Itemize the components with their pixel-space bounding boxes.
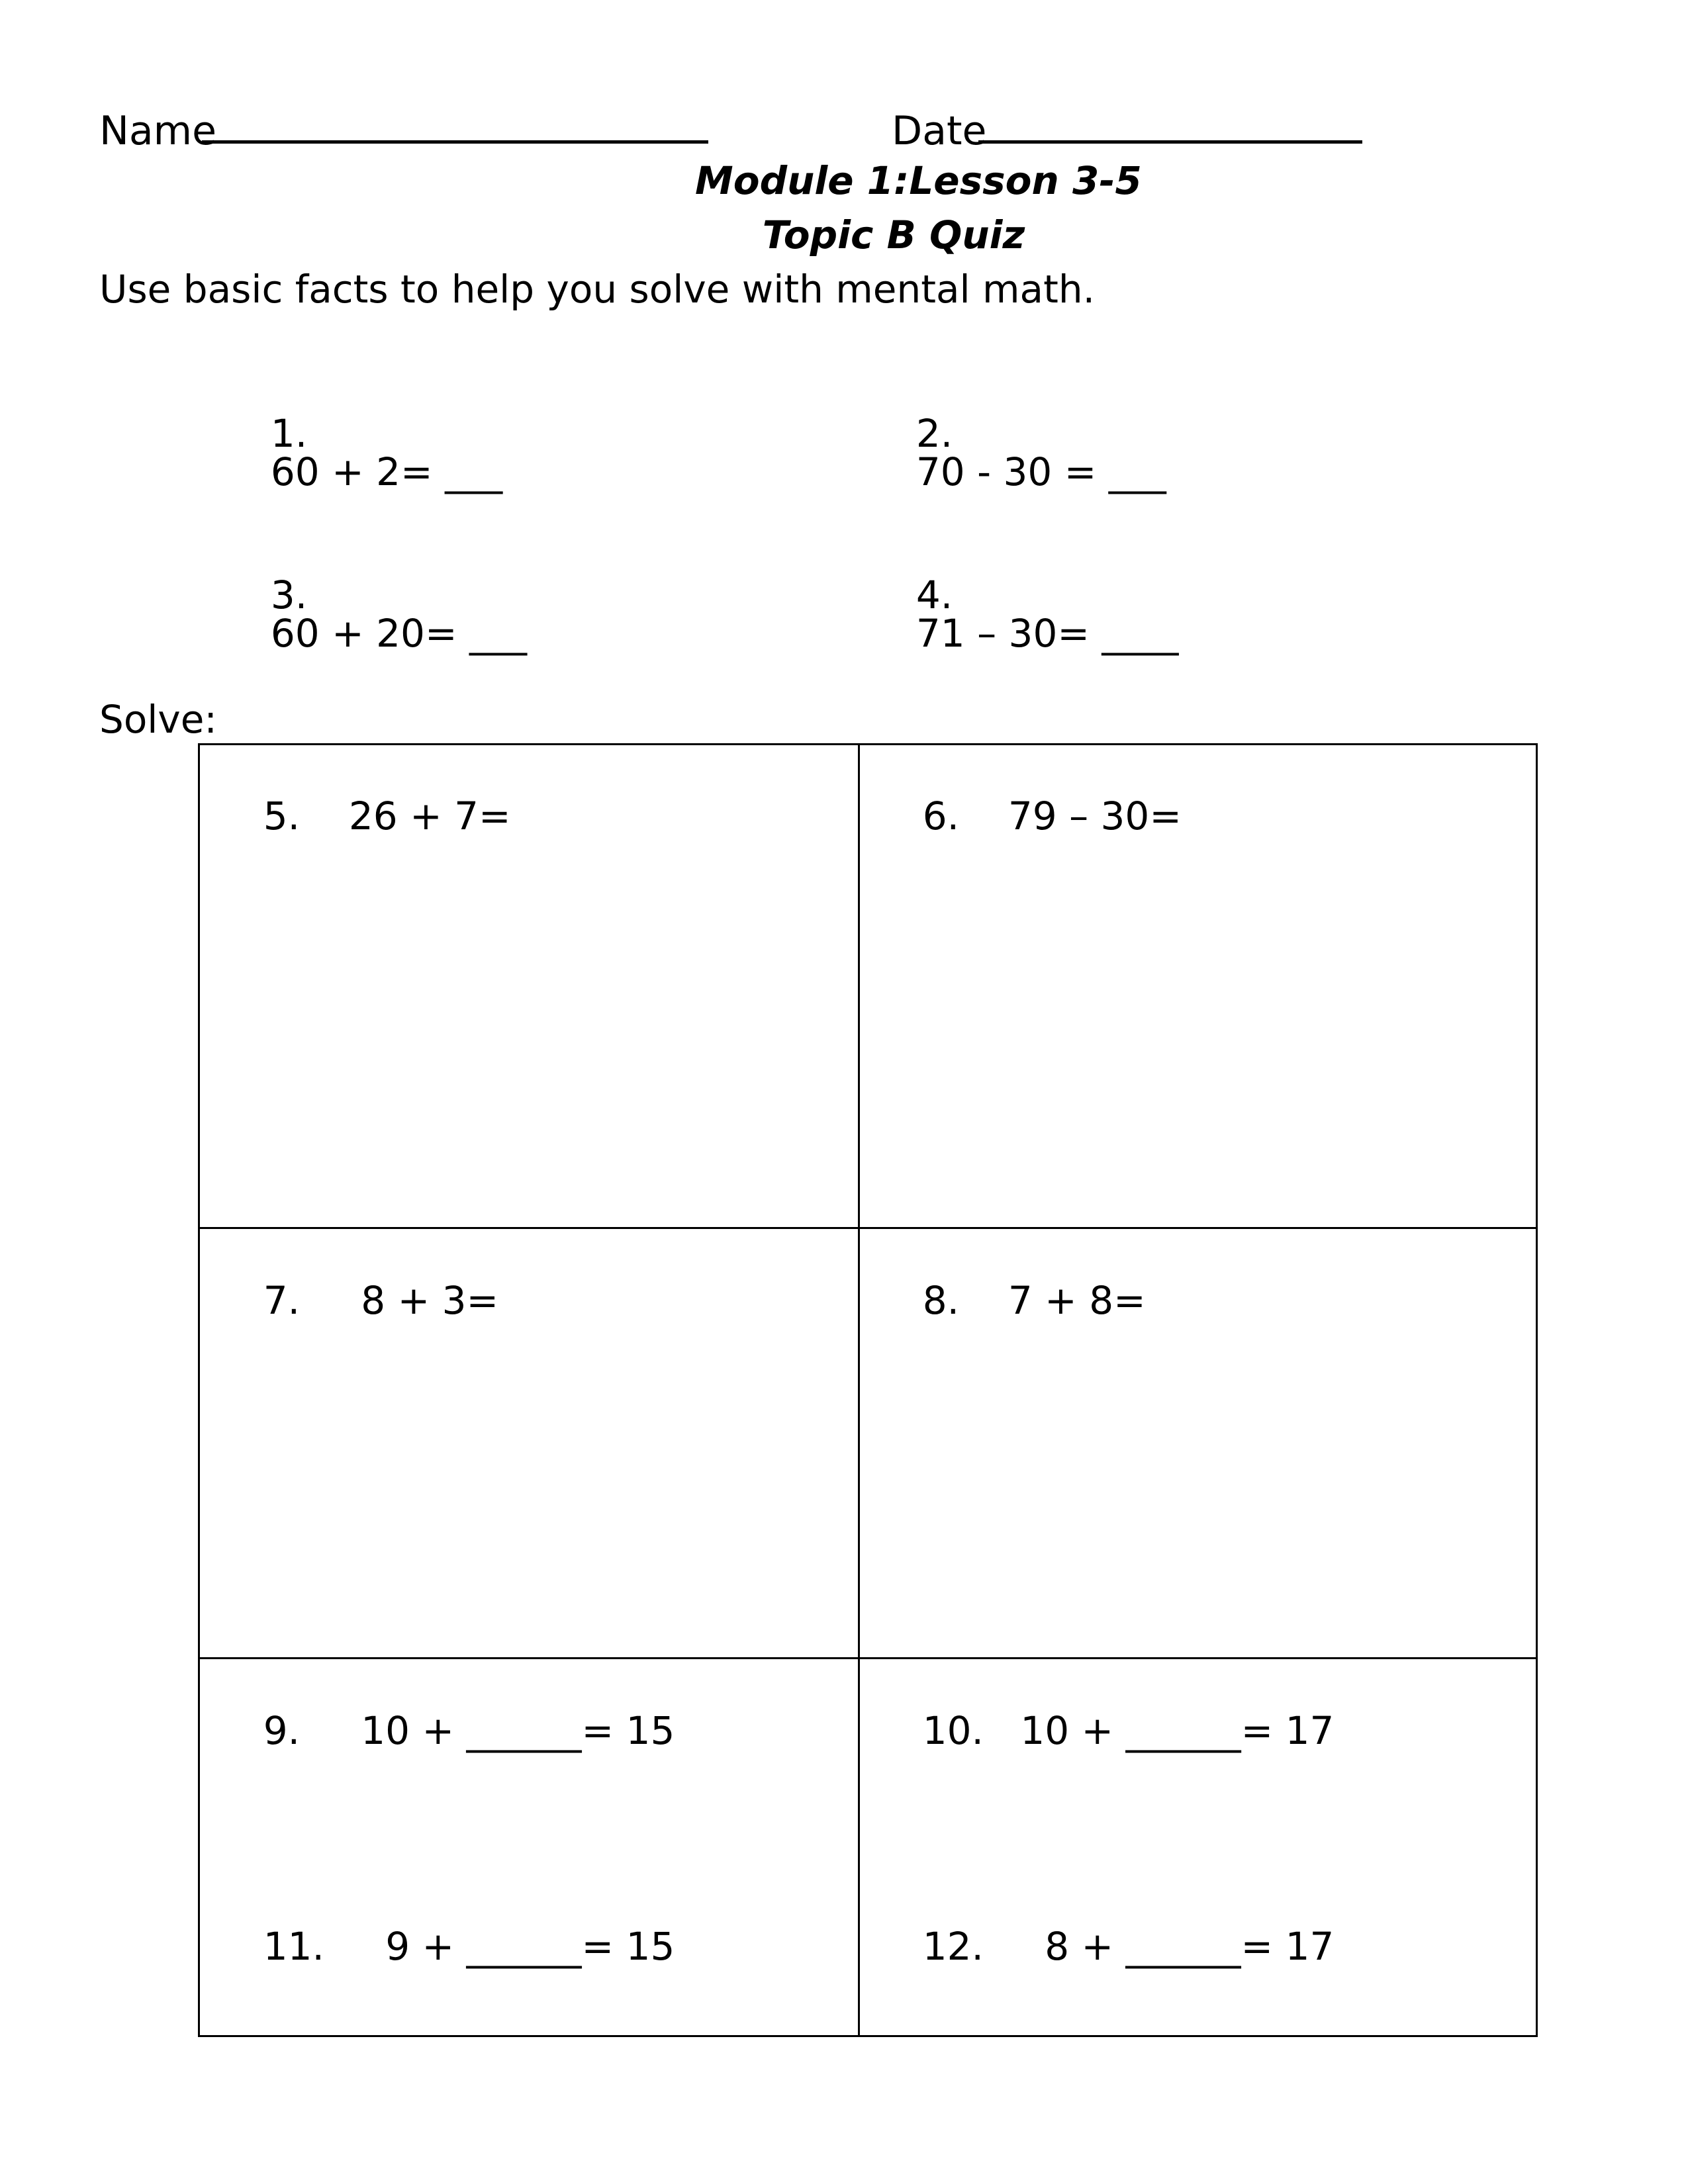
problem-text: 79 – 30= xyxy=(1008,794,1182,839)
grid-row-divider-2 xyxy=(200,1657,1536,1659)
problem-number: 1. xyxy=(270,411,308,456)
problem-number: 4. xyxy=(915,572,953,617)
problem-number: 12. xyxy=(922,1924,984,1969)
problem-number: 11. xyxy=(263,1924,324,1969)
problem-number: 7. xyxy=(263,1278,301,1323)
problem-8[interactable] xyxy=(874,1243,1146,1358)
date-field-line[interactable] xyxy=(978,140,1362,144)
problem-4[interactable] xyxy=(892,537,1179,656)
problem-number: 5. xyxy=(263,794,301,839)
problem-5[interactable] xyxy=(214,758,511,874)
page-subtitle: Topic B Quiz xyxy=(762,212,1025,257)
problem-number: 6. xyxy=(922,794,960,839)
problem-text: 60 + 2= ___ xyxy=(270,449,503,494)
problem-text: 60 + 20= ___ xyxy=(270,611,527,656)
problem-number: 8. xyxy=(922,1278,960,1323)
problem-text: 7 + 8= xyxy=(1008,1278,1146,1323)
problem-number: 2. xyxy=(915,411,953,456)
grid-row-divider-1 xyxy=(200,1227,1536,1229)
problem-10[interactable] xyxy=(874,1673,1334,1788)
problem-text: 10 + ______= 17 xyxy=(1020,1708,1335,1753)
problem-3[interactable] xyxy=(246,537,527,656)
problem-number: 3. xyxy=(270,572,308,617)
mental-math-instruction: Use basic facts to help you solve with mental math. xyxy=(99,267,1096,312)
solve-grid xyxy=(198,743,1538,2037)
solve-label: Solve: xyxy=(99,697,217,742)
name-field-line[interactable] xyxy=(202,140,708,144)
problem-11[interactable] xyxy=(214,1889,675,2004)
page-title: Module 1:Lesson 3-5 xyxy=(695,158,1142,203)
problem-text: 70 - 30 = ___ xyxy=(915,449,1166,494)
date-label: Date xyxy=(892,108,987,154)
problem-7[interactable] xyxy=(214,1243,498,1358)
problem-6[interactable] xyxy=(874,758,1182,874)
problem-text: 8 + 3= xyxy=(361,1278,499,1323)
problem-text: 26 + 7= xyxy=(348,794,511,839)
problem-number: 10. xyxy=(922,1708,984,1753)
problem-number: 9. xyxy=(263,1708,301,1753)
problem-9[interactable] xyxy=(214,1673,675,1788)
problem-12[interactable] xyxy=(874,1889,1334,2004)
problem-2[interactable] xyxy=(892,376,1166,494)
problem-text: 10 + ______= 15 xyxy=(361,1708,675,1753)
problem-text: 8 + ______= 17 xyxy=(1045,1924,1335,1969)
name-label: Name xyxy=(99,108,217,154)
grid-vertical-divider xyxy=(858,745,860,2035)
problem-text: 9 + ______= 15 xyxy=(385,1924,675,1969)
problem-text: 71 – 30= ____ xyxy=(915,611,1179,656)
problem-1[interactable] xyxy=(246,376,503,494)
